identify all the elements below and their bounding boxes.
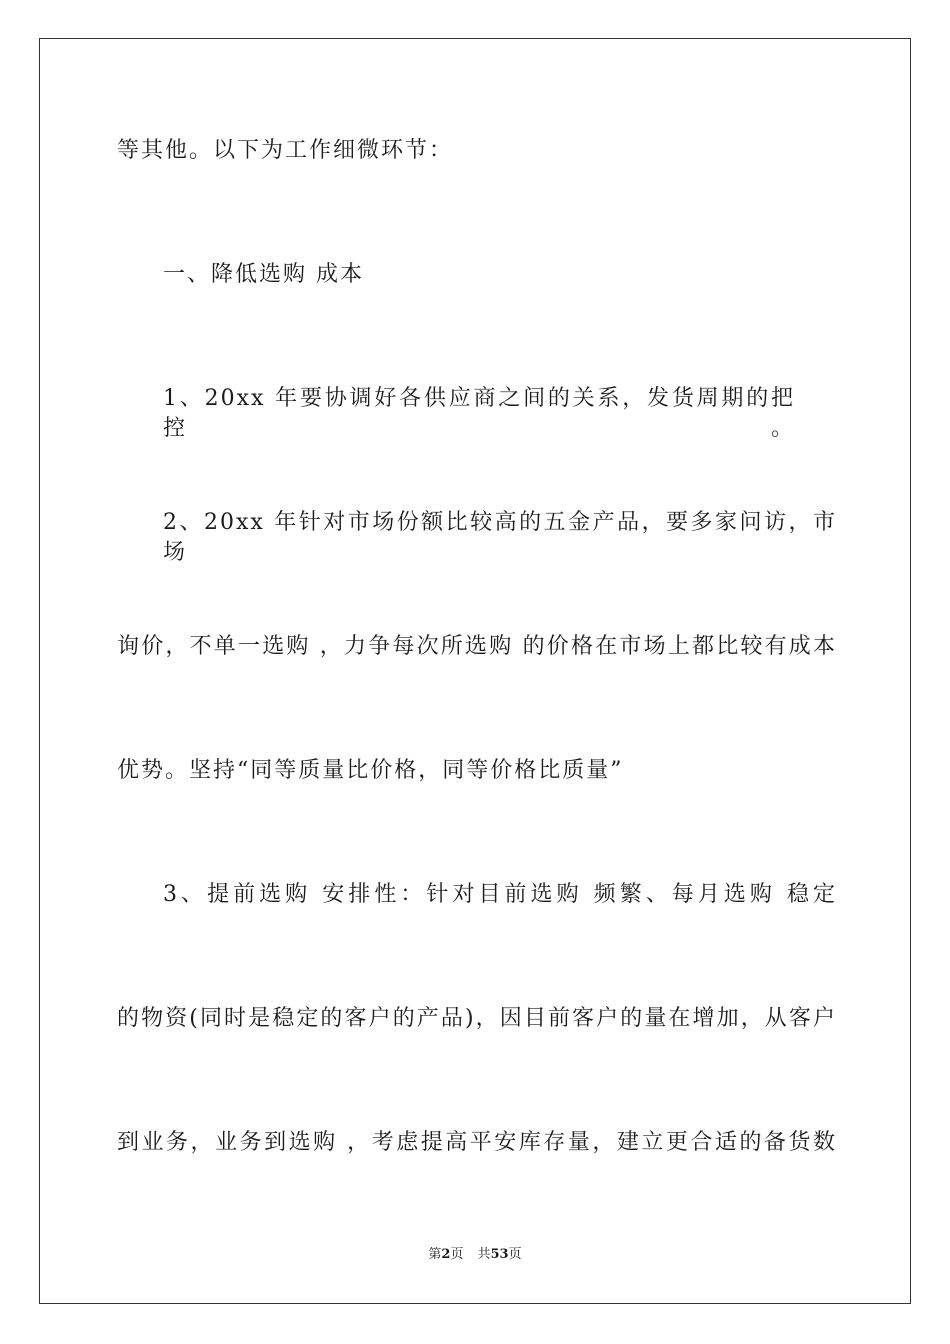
page-number: 2 <box>441 1247 451 1262</box>
page-suffix: 页 <box>450 1247 464 1262</box>
total-pages: 53 <box>490 1247 509 1262</box>
section-heading: 一、降低选购 成本 <box>163 262 364 287</box>
page-footer <box>0 1246 950 1264</box>
page-prefix: 第 <box>428 1247 442 1262</box>
text-line-3: 1、20xx 年要协调好各供应商之间的关系，发货周期的把控。 <box>163 386 795 441</box>
text-line-7: 3、提前选购 安排性：针对目前选购 频繁、每月选购 稳定 <box>163 882 837 907</box>
text-line-6: 优势。坚持“同等质量比价格，同等价格比质量” <box>117 758 624 783</box>
text-line-8: 的物资(同时是稳定的客户的产品)，因目前客户的量在增加，从客户 <box>117 1006 837 1031</box>
text-line-9: 到业务，业务到选购 ，考虑提高平安库存量，建立更合适的备货数 <box>117 1130 837 1155</box>
text-line-1: 等其他。以下为工作细微环节： <box>117 138 454 163</box>
total-suffix: 页 <box>508 1247 522 1262</box>
text-line-4: 2、20xx 年针对市场份额比较高的五金产品，要多家问访，市场 <box>163 510 837 565</box>
total-prefix: 共 <box>477 1247 491 1262</box>
text-line-5: 询价，不单一选购 ，力争每次所选购 的价格在市场上都比较有成本 <box>117 634 837 659</box>
page-border <box>39 38 911 1304</box>
